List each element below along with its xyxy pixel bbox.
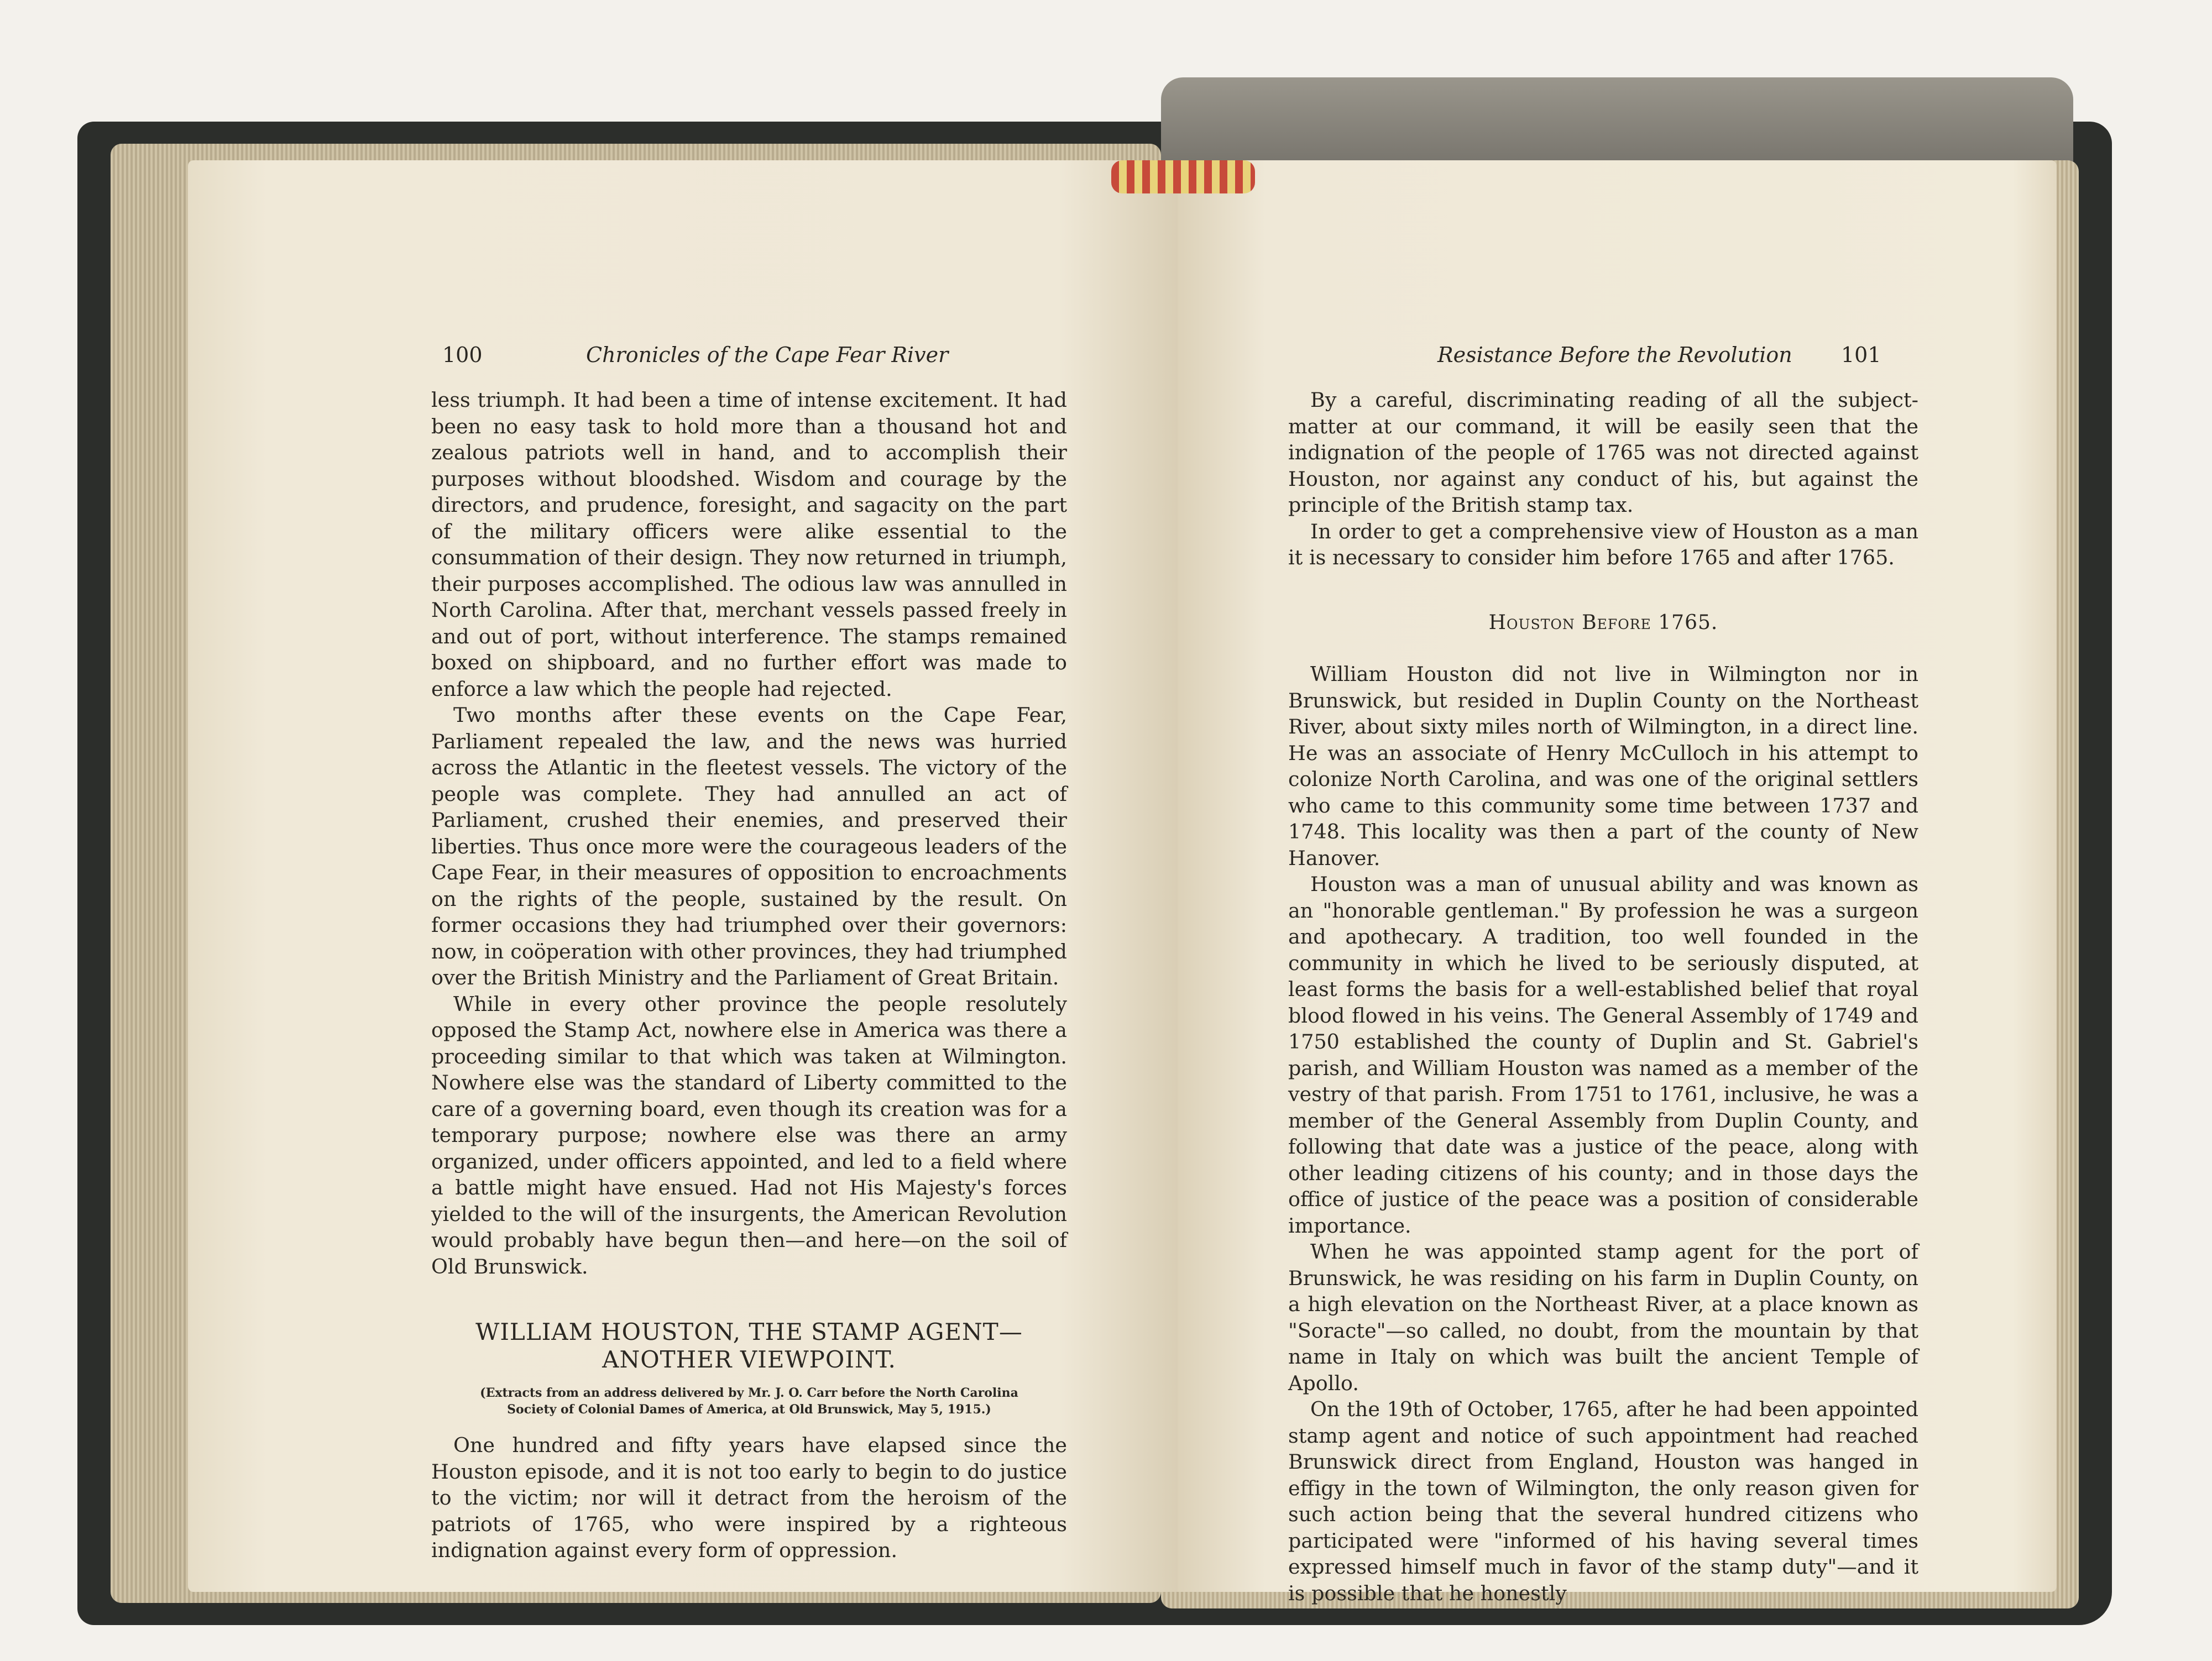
left-page-number: 100 [442, 343, 483, 367]
paragraph: When he was appointed stamp agent for the port of Brunswick, he was residing on his farm in Duplin County, on a high elevation on the Northeast River, at a place known as "Soracte"—so called, no doubt, from the mountain by that name in Italy on which was built the ancient Temple of Apollo. [1288, 1240, 1918, 1395]
paragraph: less triumph. It had been a time of intense excitement. It had been no easy task to hold more than a thousand hot and zealous patriots well in hand, and to accomplish their purposes without bloodshed. Wisdom and courage by the directors, and prudence, foresight, and sagacity on the part of the military officers were alike essential to the consummation of their design. They now returned in triumph, their purposes accomplished. The odious law was annulled in North Carolina. After that, merchant vessels passed freely in and out of port, without interference. The stamps remained boxed on shipboard, and no further effort was made to enforce a law which the people had rejected. [431, 388, 1067, 701]
section-title-line-2: ANOTHER VIEWPOINT. [602, 1346, 896, 1373]
subheading: Houston Before 1765. [1488, 611, 1718, 634]
paragraph: While in every other province the people resolutely opposed the Stamp Act, nowhere else in America was there a proceeding similar to that which was taken at Wilmington. Nowhere else was the standard of Liberty committed to the care of a governing board, even though its creation was for a temporary purpose; nowhere else was there an army organized, under officers appointed, and led to a field where a battle might have ensued. Had not His Majesty's forces yielded to the will of the insurgents, the American Revolution would probably have begun then—and here—on the soil of Old Brunswick. [431, 992, 1067, 1279]
section-title [431, 1318, 1067, 1374]
paragraph: In order to get a comprehensive view of Houston as a man it is necessary to consider him before 1765 and after 1765. [1288, 519, 1918, 569]
paragraph: William Houston did not live in Wilmington nor in Brunswick, but resided in Duplin County on the Northeast River, about sixty miles north of Wilmington, in a direct line. He was an associate of Henry McCulloch in his attempt to colonize North Carolina, and was one of the original settlers who came to this community some time between 1737 and 1748. This locality was then a part of the county of New Hanover. [1288, 662, 1918, 870]
open-book [77, 33, 2112, 1625]
paragraph: By a careful, discriminating reading of all the subject-matter at our command, it will be easily seen that the indignation of the people of 1765 was not directed against Houston, nor against any conduct of his, but against the principle of the British stamp tax. [1288, 388, 1918, 517]
right-running-title: Resistance Before the Revolution [1437, 343, 1792, 367]
left-page [188, 160, 1178, 1592]
section-note: (Extracts from an address delivered by Mr. J. O. Carr before the North Carolina Society of Colonial Dames of America, at Old Brunswick, May 5, 1915.) [480, 1386, 1018, 1417]
paragraph: One hundred and fifty years have elapsed since the Houston episode, and it is not too early to begin to do justice to the victim; nor will it detract from the heroism of the patriots of 1765, who were inspired by a righteous indignation against every form of oppression. [431, 1433, 1067, 1562]
right-page-number: 101 [1841, 343, 1881, 367]
paragraph: Houston was a man of unusual ability and was known as an "honorable gentleman." By profession he was a surgeon and apothecary. A tradition, too well founded in the community in which he lived to be seriously disputed, at least forms the basis for a well-established belief that royal blood flowed in his veins. The General Assembly of 1749 and 1750 established the county of Duplin and St. Gabriel's parish, and William Houston was named as a member of the vestry of that parish. From 1751 to 1761, inclusive, he was a member of the General Assembly from Duplin County, and following that date was a justice of the peace, along with other leading citizens of his county; and in those days the office of justice of the peace was a position of considerable importance. [1288, 872, 1918, 1238]
bookmark-ribbon [1111, 160, 1255, 193]
paragraph: On the 19th of October, 1765, after he had been appointed stamp agent and notice of such appointment had reached Brunswick direct from England, Houston was hanged in effigy in the town of Wilmington, the only reason given for such action being that the several hundred citizens who participated were "informed of his having several times expressed himself much in favor of the stamp duty"—and it is possible that he honestly [1288, 1397, 1918, 1605]
left-running-title: Chronicles of the Cape Fear River [586, 343, 949, 367]
section-title-line-1: WILLIAM HOUSTON, THE STAMP AGENT— [475, 1318, 1023, 1345]
right-page [1178, 160, 2057, 1605]
paragraph: Two months after these events on the Cape Fear, Parliament repealed the law, and the news was hurried across the Atlantic in the fleetest vessels. The victory of the people was complete. They had annulled an act of Parliament, crushed their enemies, and preserved their liberties. Thus once more were the courageous leaders of the Cape Fear, in their measures of opposition to encroachments on the rights of the people, sustained by the result. On former occasions they had triumphed over their governors: now, in coöperation with other provinces, they had triumphed over the British Ministry and the Parliament of Great Britain. [431, 703, 1067, 989]
right-text-column [1288, 387, 1918, 1606]
left-text-column [431, 387, 1067, 1564]
